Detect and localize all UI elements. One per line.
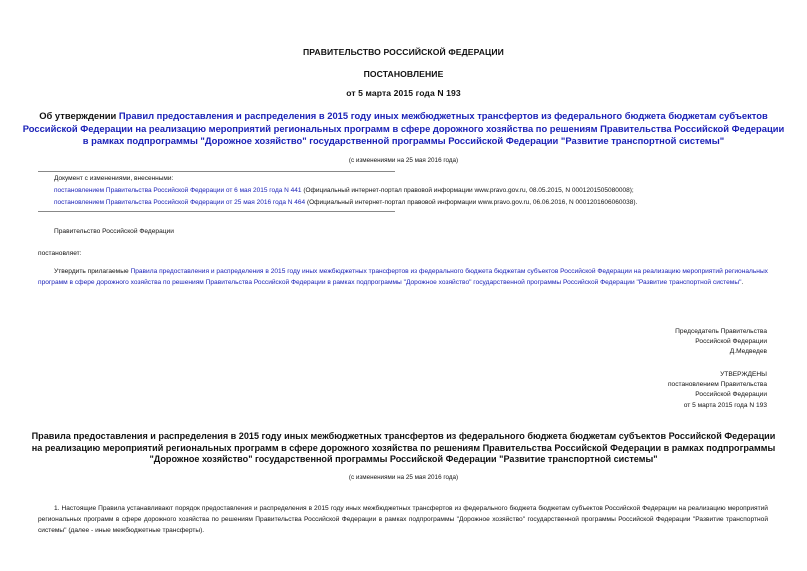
amendment-source: (Официальный интернет-портал правовой информации www.pravo.gov.ru, 06.06.2016, N 0001201606060038). xyxy=(305,199,638,206)
document-title xyxy=(0,110,807,148)
amendment-source: (Официальный интернет-портал правовой информации www.pravo.gov.ru, 08.05.2015, N 0001201505080008); xyxy=(301,187,634,194)
approved-block xyxy=(567,370,767,411)
approve-suffix: . xyxy=(741,279,744,287)
signature-block xyxy=(567,327,767,358)
amendment-item xyxy=(38,197,768,209)
signature-name: Д.Медведев xyxy=(729,348,767,356)
title-prefix: Об утверждении xyxy=(39,110,119,121)
decides-label: постановляет: xyxy=(38,250,82,257)
approved-by: постановлением Правительства xyxy=(667,381,767,389)
title-line-3[interactable]: в рамках подпрограммы "Дорожное хозяйство" государственной программы Российской Федерации "Развитие транспортной системы" xyxy=(82,135,725,146)
clause-1: 1. Настоящие Правила устанавливают порядок предоставления и распределения в 2015 году иных межбюджетных трансфертов из федерального бюджета бюджетам субъектов Российской Федерации на реализацию мероприятий региональных программ в сфере дорожного хозяйства по решениям Правительства Российской Федерации в рамках подпрограммы "Дорожное хозяйство" государственной программы Российской Федерации "Развитие транспортной системы" (далее - иные межбюджетные трансферты). xyxy=(38,505,768,535)
approve-prefix: Утвердить прилагаемые xyxy=(54,268,131,275)
rules-title-line-3: "Дорожное хозяйство" государственной программы Российской Федерации "Развитие транспортной системы" xyxy=(149,454,658,464)
title-line-2[interactable]: Российской Федерации на реализацию мероприятий региональных программ в сфере дорожного хозяйства по решениям Правительства Российской Федерации xyxy=(22,122,785,134)
amendments-top-divider xyxy=(38,171,395,172)
amendments-bottom-divider xyxy=(38,211,395,212)
amendments-intro: Документ с изменениями, внесенными: xyxy=(54,175,174,182)
approved-label: УТВЕРЖДЕНЫ xyxy=(720,371,767,378)
document-date: от 5 марта 2015 года N 193 xyxy=(346,88,461,98)
rules-title-line-1: Правила предоставления и распределения в 2015 году иных межбюджетных трансфертов из федерального бюджета бюджетам субъектов Российской Федерации xyxy=(31,431,776,441)
amendment-link[interactable]: постановлением Правительства Российской Федерации от 6 мая 2015 года N 441 xyxy=(54,187,302,194)
approve-paragraph xyxy=(38,266,768,288)
amendment-link[interactable]: постановлением Правительства Российской Федерации от 25 мая 2016 года N 464 xyxy=(54,199,306,206)
signature-country: Российской Федерации xyxy=(695,338,767,346)
title-line-1 xyxy=(0,110,807,123)
approve-link[interactable]: Правила предоставления и распределения в 2015 году иных межбюджетных трансфертов из федерального бюджета бюджетам субъектов Российской Федерации на реализацию мероприятий региональных программ в сфере дорожного хозяйства по решениям Правительства Российской Федерации в рамках подпрограммы "Дорожное хозяйство" государственной программы Российской Федерации "Развитие транспортной системы" xyxy=(38,268,768,287)
signature-position: Председатель Правительства xyxy=(675,328,767,335)
changes-note: (с изменениями на 25 мая 2016 года) xyxy=(348,157,459,164)
government-label: Правительство Российской Федерации xyxy=(54,228,174,235)
rules-title-line-2: на реализацию мероприятий региональных программ в сфере дорожного хозяйства по решениям Правительства Российской Федерации в рамках подпрограммы xyxy=(31,442,776,453)
rules-title xyxy=(0,431,807,466)
rules-changes-note: (с изменениями на 25 мая 2016 года) xyxy=(348,474,459,481)
amendments-block xyxy=(38,173,768,209)
amendment-item xyxy=(38,185,768,197)
government-heading: ПРАВИТЕЛЬСТВО РОССИЙСКОЙ ФЕДЕРАЦИИ xyxy=(303,47,504,57)
approved-date: от 5 марта 2015 года N 193 xyxy=(683,401,767,409)
approved-country: Российской Федерации xyxy=(695,391,767,399)
title-link[interactable]: Правил предоставления и распределения в 2015 году иных межбюджетных трансфертов из федерального бюджета бюджетам субъектов xyxy=(118,110,768,121)
document-type: ПОСТАНОВЛЕНИЕ xyxy=(363,69,444,79)
